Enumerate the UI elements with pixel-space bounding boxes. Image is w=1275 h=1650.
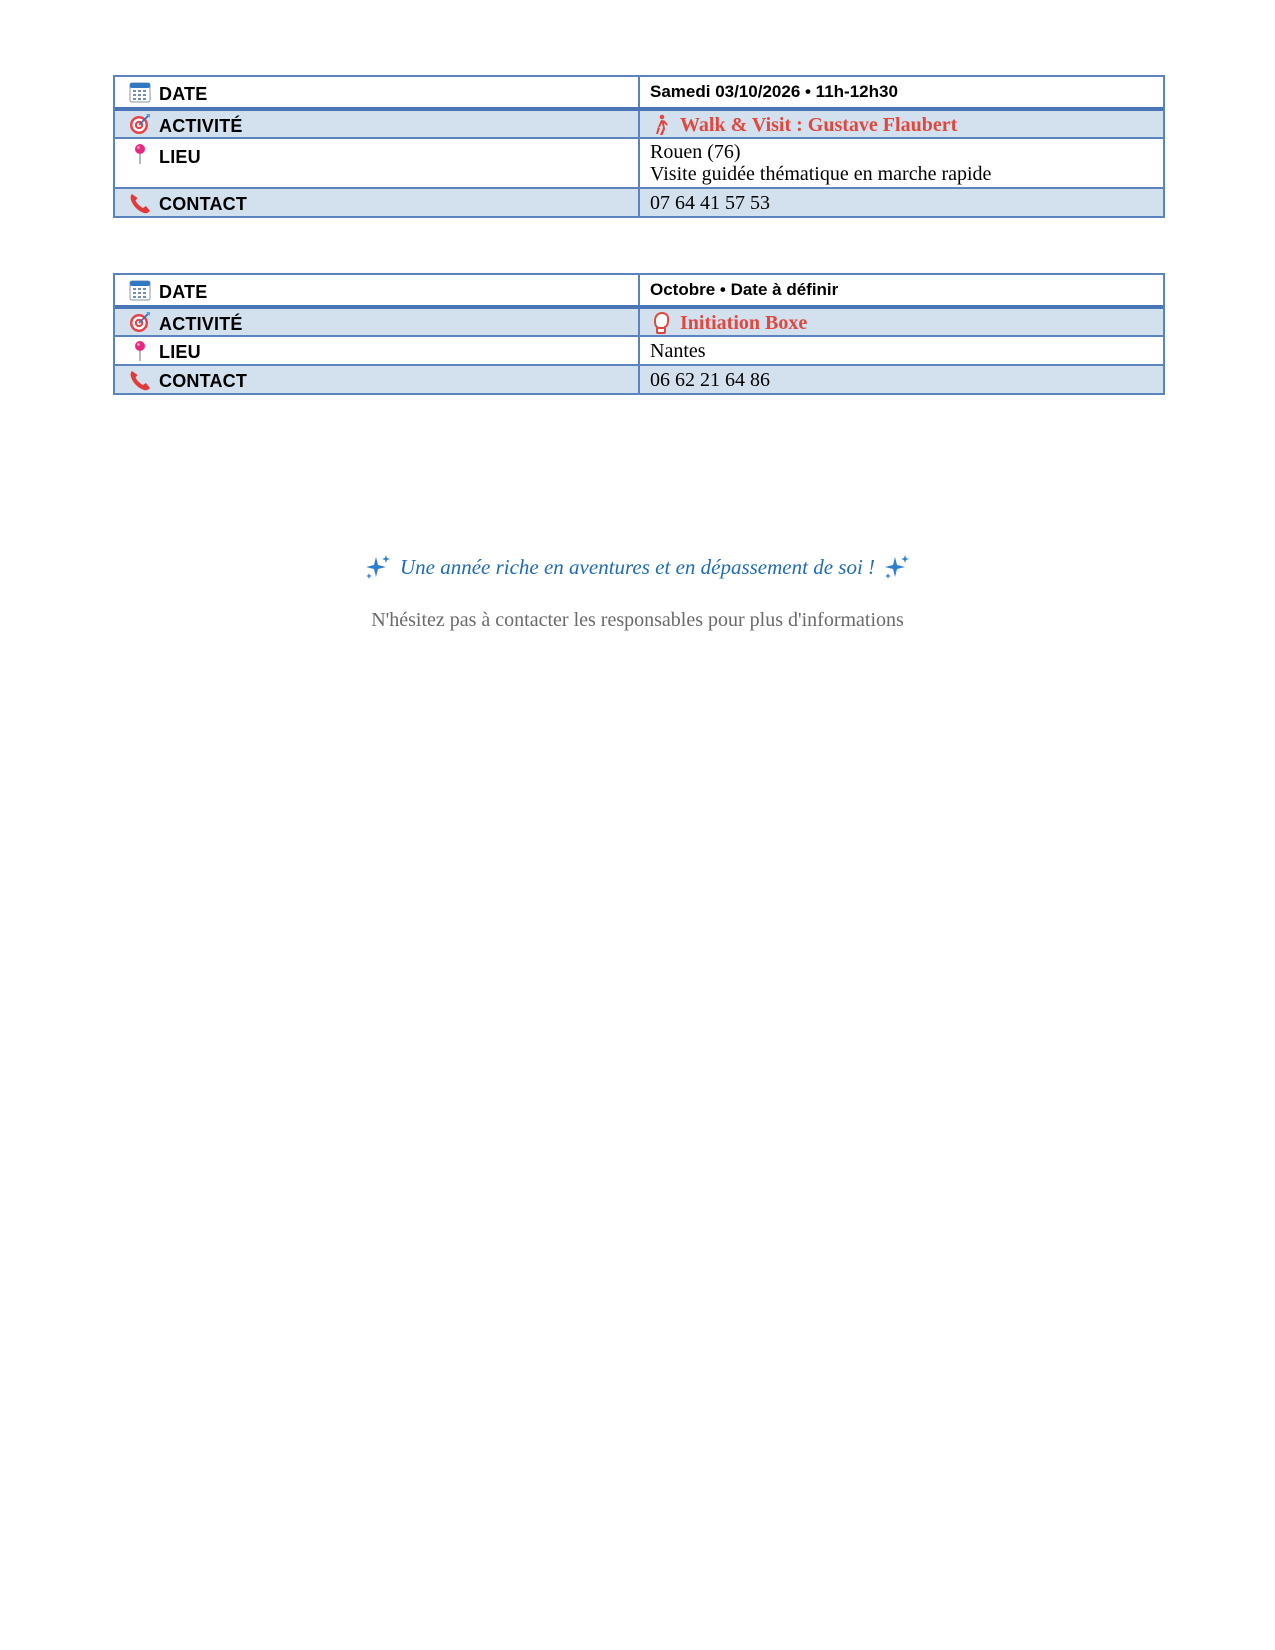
pushpin-icon: [129, 143, 151, 165]
contact-row: [115, 364, 1163, 393]
contact-label: CONTACT: [159, 371, 248, 391]
contact-value-cell: [640, 366, 1163, 393]
date-label: DATE: [159, 281, 208, 302]
sparkles-icon: [364, 553, 392, 581]
contact-note: N'hésitez pas à contacter les responsables pour plus d'informations: [371, 609, 904, 631]
telephone-icon: [129, 369, 151, 391]
target-icon: [129, 113, 151, 135]
activity-value: Walk & Visit : Gustave Flaubert: [680, 113, 958, 136]
walking-person-icon: [650, 114, 672, 136]
location-label: LIEU: [159, 342, 201, 362]
location-row: [115, 137, 1163, 187]
date-row: [115, 77, 1163, 107]
location-line-1: Rouen (76): [650, 141, 741, 163]
contact-label: CONTACT: [159, 194, 248, 214]
pushpin-icon: [129, 340, 151, 362]
location-value-cell: [640, 337, 1163, 364]
calendar-icon: [129, 279, 151, 301]
location-row: [115, 335, 1163, 364]
contact-label-cell: [115, 189, 640, 216]
tagline: [0, 553, 1275, 581]
activity-label-cell: [115, 111, 640, 137]
location-line-1: Nantes: [650, 339, 706, 362]
calendar-icon: [129, 81, 151, 103]
contact-value: 07 64 41 57 53: [650, 191, 770, 214]
activity-label: ACTIVITÉ: [159, 313, 243, 334]
target-icon: [129, 311, 151, 333]
contact-label-cell: [115, 366, 640, 393]
date-label: DATE: [159, 83, 208, 104]
location-label-cell: [115, 139, 640, 187]
location-label-cell: [115, 337, 640, 364]
contact-value: 06 62 21 64 86: [650, 368, 770, 391]
contact-row: [115, 187, 1163, 216]
telephone-icon: [129, 192, 151, 214]
location-line-2: Visite guidée thématique en marche rapide: [650, 163, 992, 185]
activity-value-cell: [640, 309, 1163, 335]
contact-value-cell: [640, 189, 1163, 216]
location-value-cell: [640, 139, 1163, 187]
sparkles-icon: [883, 553, 911, 581]
date-value: Octobre • Date à définir: [650, 280, 839, 299]
activity-label: ACTIVITÉ: [159, 115, 243, 136]
activity-value-cell: [640, 111, 1163, 137]
event-table-2: [113, 273, 1165, 395]
activity-row: [115, 107, 1163, 137]
date-value: Samedi 03/10/2026 • 11h-12h30: [650, 82, 898, 101]
date-value-cell: [640, 275, 1163, 305]
activity-row: [115, 305, 1163, 335]
date-label-cell: [115, 77, 640, 107]
date-row: [115, 275, 1163, 305]
boxing-glove-icon: [650, 312, 672, 334]
event-table-1: [113, 75, 1165, 218]
date-value-cell: [640, 77, 1163, 107]
activity-value: Initiation Boxe: [680, 311, 808, 334]
location-label: LIEU: [159, 147, 201, 167]
activity-label-cell: [115, 309, 640, 335]
date-label-cell: [115, 275, 640, 305]
tagline-text: Une année riche en aventures et en dépassement de soi !: [399, 554, 876, 579]
